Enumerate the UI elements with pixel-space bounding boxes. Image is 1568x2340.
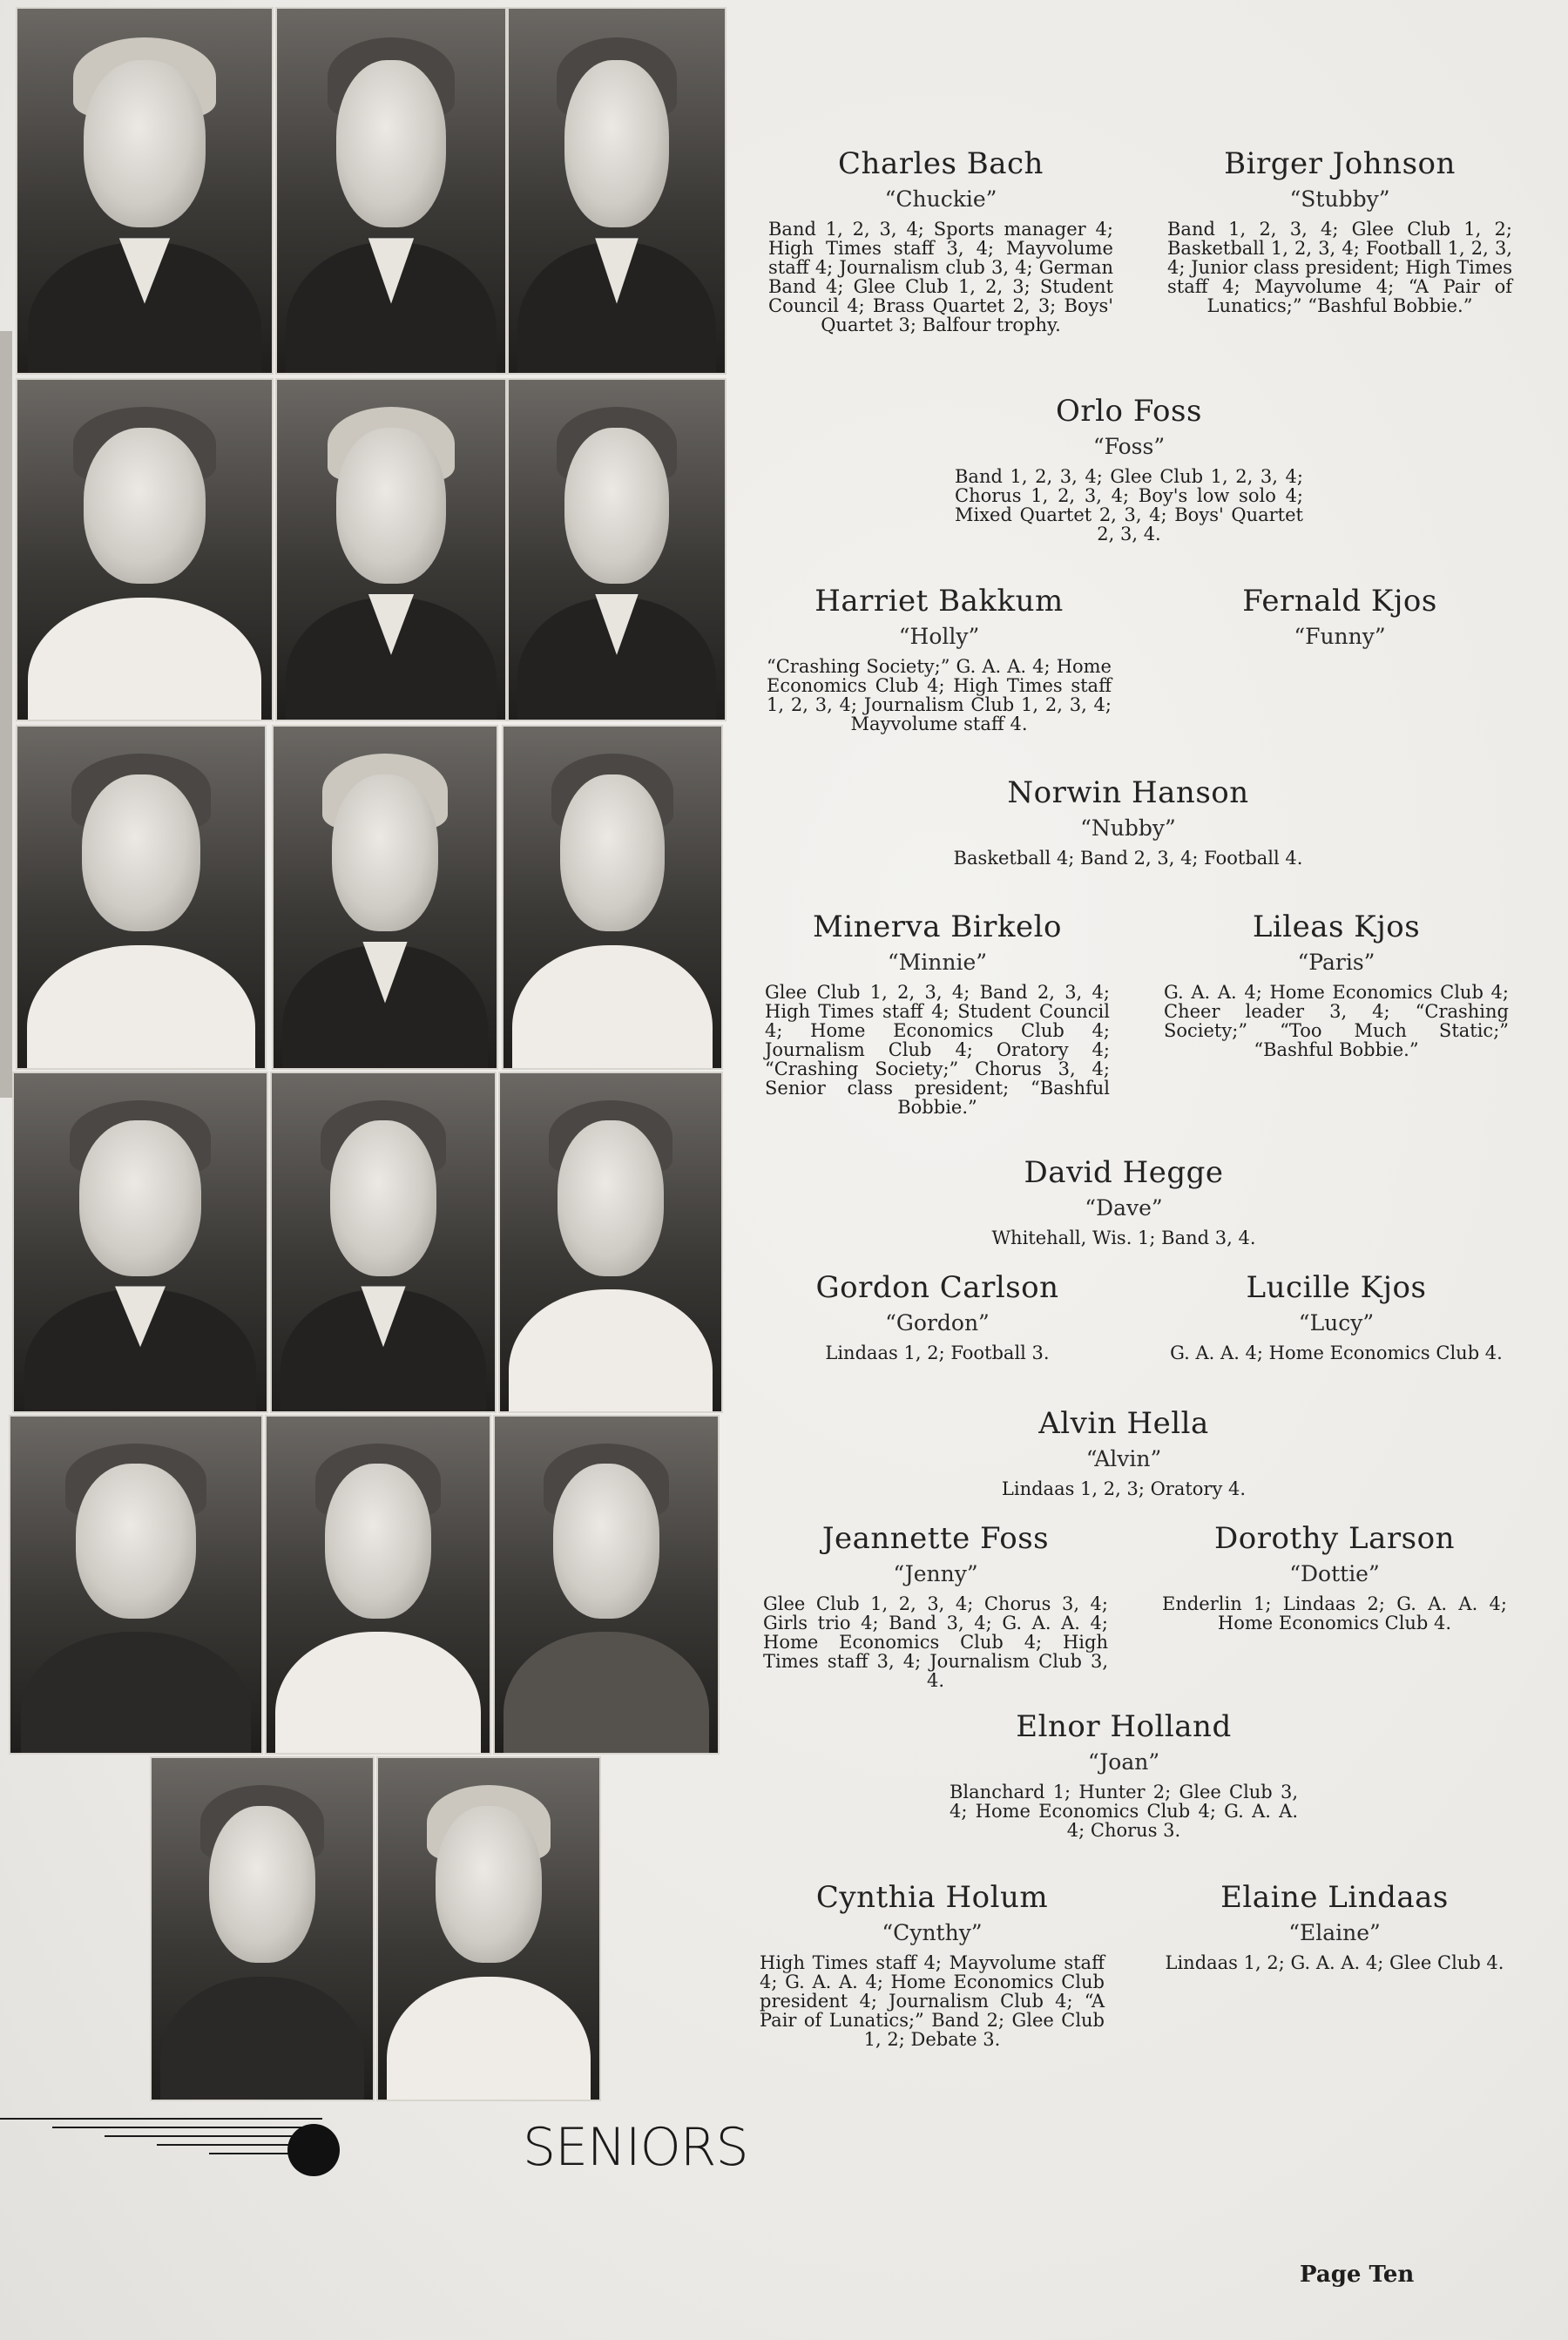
senior-activities: Band 1, 2, 3, 4; Glee Club 1, 2; Basketball 1, 2, 3, 4; Football 1, 2, 3, 4; Junior class president; High Times staff 4; Mayvolume 4; “A Pair of Lunatics;” “Bashful Bobbie.” — [1167, 219, 1512, 316]
portrait-photo — [507, 378, 727, 721]
senior-nickname: “Holly” — [898, 624, 980, 649]
senior-nickname: “Gordon” — [885, 1310, 990, 1336]
senior-activities: Band 1, 2, 3, 4; Sports manager 4; High Times staff 3, 4; Mayvolume staff 4; Journalism club 3, 4; German Band 4; Glee Club 1, 2, 3; Student Council 4; Brass Quartet 2, 3; Boys' Quartet 3; Balfour trophy. — [768, 219, 1113, 335]
senior-name: Cynthia Holum — [815, 1880, 1049, 1915]
senior-entry — [1162, 1880, 1507, 1972]
senior-nickname: “Dottie” — [1289, 1561, 1380, 1586]
senior-entry — [1164, 910, 1509, 1059]
senior-entry — [950, 1406, 1298, 1498]
senior-name: Orlo Foss — [1056, 394, 1202, 429]
senior-nickname: “Nubby” — [1080, 815, 1176, 841]
senior-name: Gordon Carlson — [815, 1270, 1059, 1305]
senior-entry — [1162, 1521, 1507, 1633]
senior-name: Norwin Hanson — [1007, 775, 1249, 810]
senior-entry — [950, 1709, 1298, 1840]
portrait-photo — [376, 1756, 601, 2101]
senior-activities: High Times staff 4; Mayvolume staff 4; G. A. A. 4; Home Economics Club president 4; Journalism Club 4; “A Pair of Lunatics;” Band 2; Glee Club 1, 2; Debate 3. — [760, 1952, 1105, 2050]
portrait-photo — [150, 1756, 375, 2101]
senior-entry — [763, 1521, 1108, 1690]
senior-nickname: “Dave” — [1085, 1195, 1163, 1221]
senior-nickname: “Lucy” — [1298, 1310, 1375, 1336]
portrait-photo — [16, 378, 274, 721]
senior-activities: Lindaas 1, 2; Football 3. — [825, 1342, 1050, 1363]
senior-name: Charles Bach — [838, 146, 1044, 181]
section-title: SENIORS — [523, 2117, 748, 2178]
senior-nickname: “Alvin” — [1085, 1446, 1162, 1471]
binding-edge — [0, 331, 12, 1098]
portrait-photo — [275, 7, 507, 375]
portrait-photo — [12, 1072, 268, 1413]
senior-name: Birger Johnson — [1224, 146, 1456, 181]
senior-entry — [1164, 1270, 1509, 1363]
senior-nickname: “Paris” — [1297, 950, 1375, 975]
senior-name: Dorothy Larson — [1214, 1521, 1455, 1556]
senior-nickname: “Funny” — [1294, 624, 1386, 649]
senior-name: Jeannette Foss — [821, 1521, 1050, 1556]
page-number: Page Ten — [1300, 2262, 1415, 2288]
senior-nickname: “Chuckie” — [884, 186, 997, 212]
senior-activities: G. A. A. 4; Home Economics Club 4; Cheer leader 3, 4; “Crashing Society;” “Too Much Static;” “Bashful Bobbie.” — [1164, 982, 1509, 1060]
portrait-photo — [275, 378, 507, 721]
senior-activities: Band 1, 2, 3, 4; Glee Club 1, 2, 3, 4; Chorus 1, 2, 3, 4; Boy's low solo 4; Mixed Quartet 2, 3, 4; Boys' Quartet 2, 3, 4. — [955, 466, 1303, 544]
senior-nickname: “Jenny” — [893, 1561, 978, 1586]
senior-activities: Blanchard 1; Hunter 2; Glee Club 3, 4; Home Economics Club 4; G. A. A. 4; Chorus 3. — [950, 1782, 1298, 1841]
senior-activities: Whitehall, Wis. 1; Band 3, 4. — [991, 1227, 1256, 1248]
portrait-photo — [265, 1415, 491, 1755]
senior-name: Elaine Lindaas — [1220, 1880, 1449, 1915]
senior-name: Lileas Kjos — [1252, 910, 1421, 944]
senior-activities: Basketball 4; Band 2, 3, 4; Football 4. — [953, 848, 1303, 869]
portrait-photo — [272, 725, 498, 1070]
senior-activities: Glee Club 1, 2, 3, 4; Chorus 3, 4; Girls trio 4; Band 3, 4; G. A. A. 4; Home Economics Club 4; High Times staff 3, 4; Journalism Club 3, 4. — [763, 1593, 1108, 1691]
portrait-photo — [493, 1415, 720, 1755]
senior-name: Fernald Kjos — [1242, 584, 1437, 619]
senior-nickname: “Joan” — [1087, 1749, 1160, 1775]
portrait-photo — [16, 725, 267, 1070]
senior-entry — [1167, 584, 1512, 652]
senior-nickname: “Foss” — [1092, 434, 1166, 459]
senior-name: Harriet Bakkum — [814, 584, 1064, 619]
senior-entry — [1167, 146, 1512, 315]
senior-name: Lucille Kjos — [1246, 1270, 1427, 1305]
senior-entry — [765, 1270, 1110, 1363]
senior-activities: Enderlin 1; Lindaas 2; G. A. A. 4; Home Economics Club 4. — [1162, 1593, 1507, 1633]
senior-name: David Hegge — [1024, 1155, 1224, 1190]
senior-activities: Glee Club 1, 2, 3, 4; Band 2, 3, 4; High Times staff 4; Student Council 4; Home Economics Club 4; Journalism Club 4; Oratory 4; “Crashing Society;” Chorus 3, 4; Senior class president; “Bashful Bobbie.” — [765, 982, 1110, 1118]
senior-entry — [760, 1880, 1105, 2049]
senior-name: Alvin Hella — [1038, 1406, 1209, 1441]
senior-entry — [765, 910, 1110, 1117]
senior-name: Elnor Holland — [1016, 1709, 1232, 1744]
senior-nickname: “Elaine” — [1288, 1920, 1381, 1945]
senior-entry — [955, 394, 1303, 544]
senior-entry — [941, 1155, 1307, 1248]
senior-activities: G. A. A. 4; Home Economics Club 4. — [1170, 1342, 1503, 1363]
portrait-photo — [270, 1072, 497, 1413]
senior-entry — [767, 584, 1112, 734]
senior-activities: Lindaas 1, 2; G. A. A. 4; Glee Club 4. — [1165, 1952, 1504, 1973]
portrait-photo — [16, 7, 274, 375]
senior-name: Minerva Birkelo — [813, 910, 1062, 944]
senior-entry — [768, 146, 1113, 335]
portrait-photo — [498, 1072, 723, 1413]
decorative-rule — [0, 2113, 348, 2183]
senior-activities: Lindaas 1, 2, 3; Oratory 4. — [1001, 1478, 1247, 1499]
senior-entry — [950, 775, 1307, 868]
senior-nickname: “Cynthy” — [882, 1920, 983, 1945]
senior-nickname: “Stubby” — [1289, 186, 1390, 212]
portrait-photo — [502, 725, 723, 1070]
senior-activities: “Crashing Society;” G. A. A. 4; Home Economics Club 4; High Times staff 1, 2, 3, 4; Journalism Club 1, 2, 3, 4; Mayvolume staff 4. — [767, 656, 1112, 734]
portrait-photo — [9, 1415, 263, 1755]
senior-nickname: “Minnie” — [887, 950, 988, 975]
portrait-photo — [507, 7, 727, 375]
